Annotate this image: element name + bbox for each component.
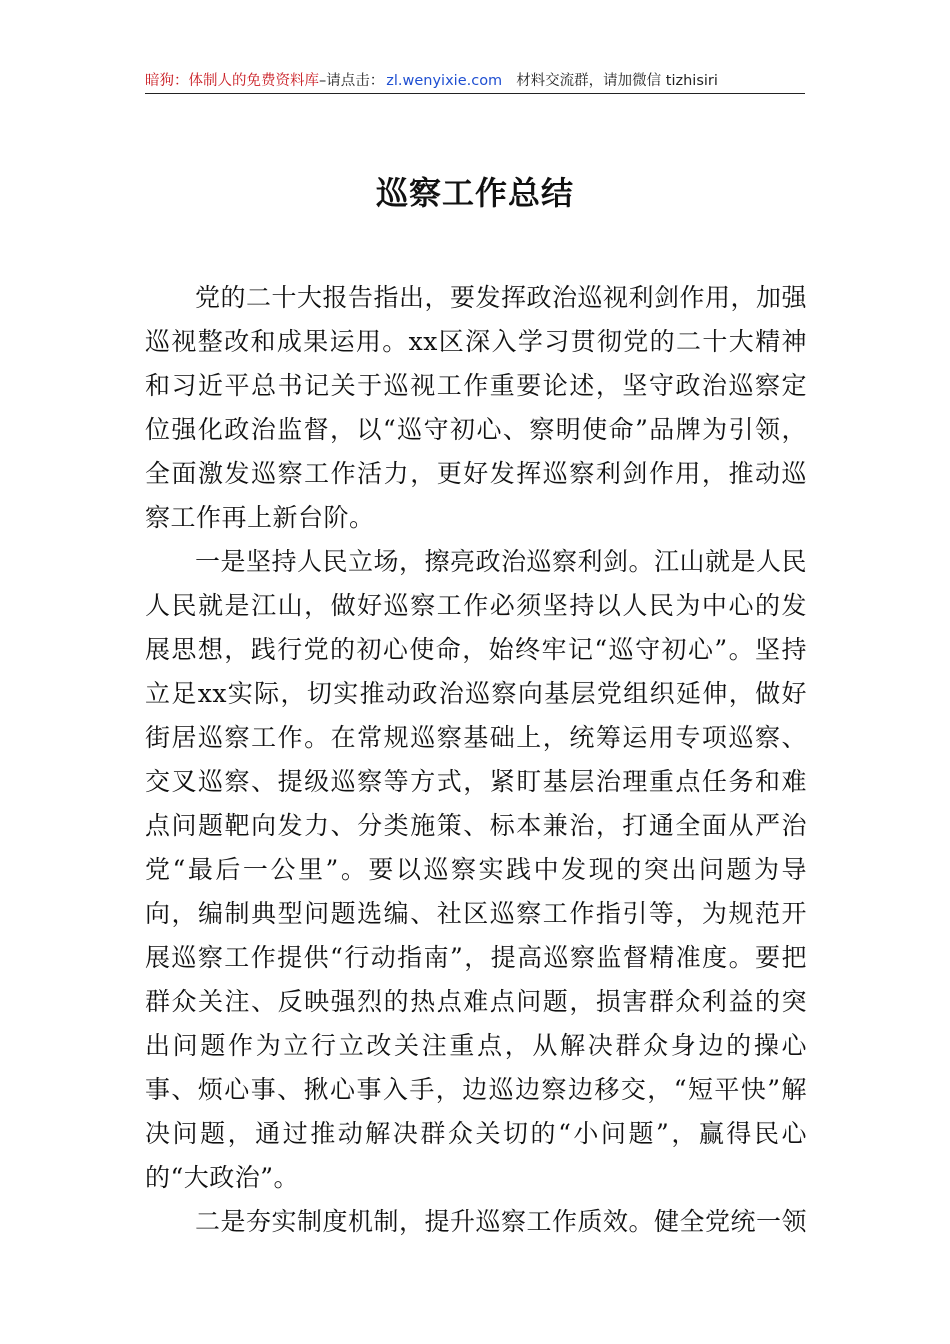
- header-url-link[interactable]: zl.wenyixie.com: [386, 73, 503, 89]
- paragraph-point-one: 一是坚持人民立场，擦亮政治巡察利剑。江山就是人民人民就是江山，做好巡察工作必须坚持以人民为中心的发展思想，践行党的初心使命，始终牢记“巡守初心”。坚持立足xx实际，切实推动政治巡察向基层党组织延伸，做好街居巡察工作。在常规巡察基础上，统筹运用专项巡察、交叉巡察、提级巡察等方式，紧盯基层治理重点任务和难点问题靶向发力、分类施策、标本兼治，打通全面从严治党“最后一公里”。要以巡察实践中发现的突出问题为导向，编制典型问题选编、社区巡察工作指引等，为规范开展巡察工作提供“行动指南”，提高巡察监督精准度。要把群众关注、反映强烈的热点难点问题，损害群众利益的突出问题作为立行立改关注重点，从解决群众身边的操心事、烦心事、揪心事入手，边巡边察边移交，“短平快”解决问题，通过推动解决群众关切的“小问题”，赢得民心的“大政治”。: [145, 547, 808, 1192]
- header-brand-text: 暗狗：体制人的免费资料库: [145, 73, 319, 89]
- document-title: 巡察工作总结: [375, 174, 574, 212]
- document-body: [145, 276, 807, 1244]
- header-group-text: 材料交流群，请加微信 tizhisiri: [516, 73, 718, 89]
- header-divider: [145, 93, 805, 94]
- paragraph-point-two: 二是夯实制度机制，提升巡察工作质效。健全党统一领: [195, 1207, 808, 1236]
- header-prompt-text: –请点击：: [319, 73, 385, 89]
- paragraph-intro: 党的二十大报告指出，要发挥政治巡视利剑作用，加强巡视整改和成果运用。xx区深入学习贯彻党的二十大精神和习近平总书记关于巡视工作重要论述，坚守政治巡察定位强化政治监督，以“巡守初心、察明使命”品牌为引领，全面激发巡察工作活力，更好发挥巡察利剑作用，推动巡察工作再上新台阶。: [145, 283, 808, 532]
- page-header: [145, 70, 805, 92]
